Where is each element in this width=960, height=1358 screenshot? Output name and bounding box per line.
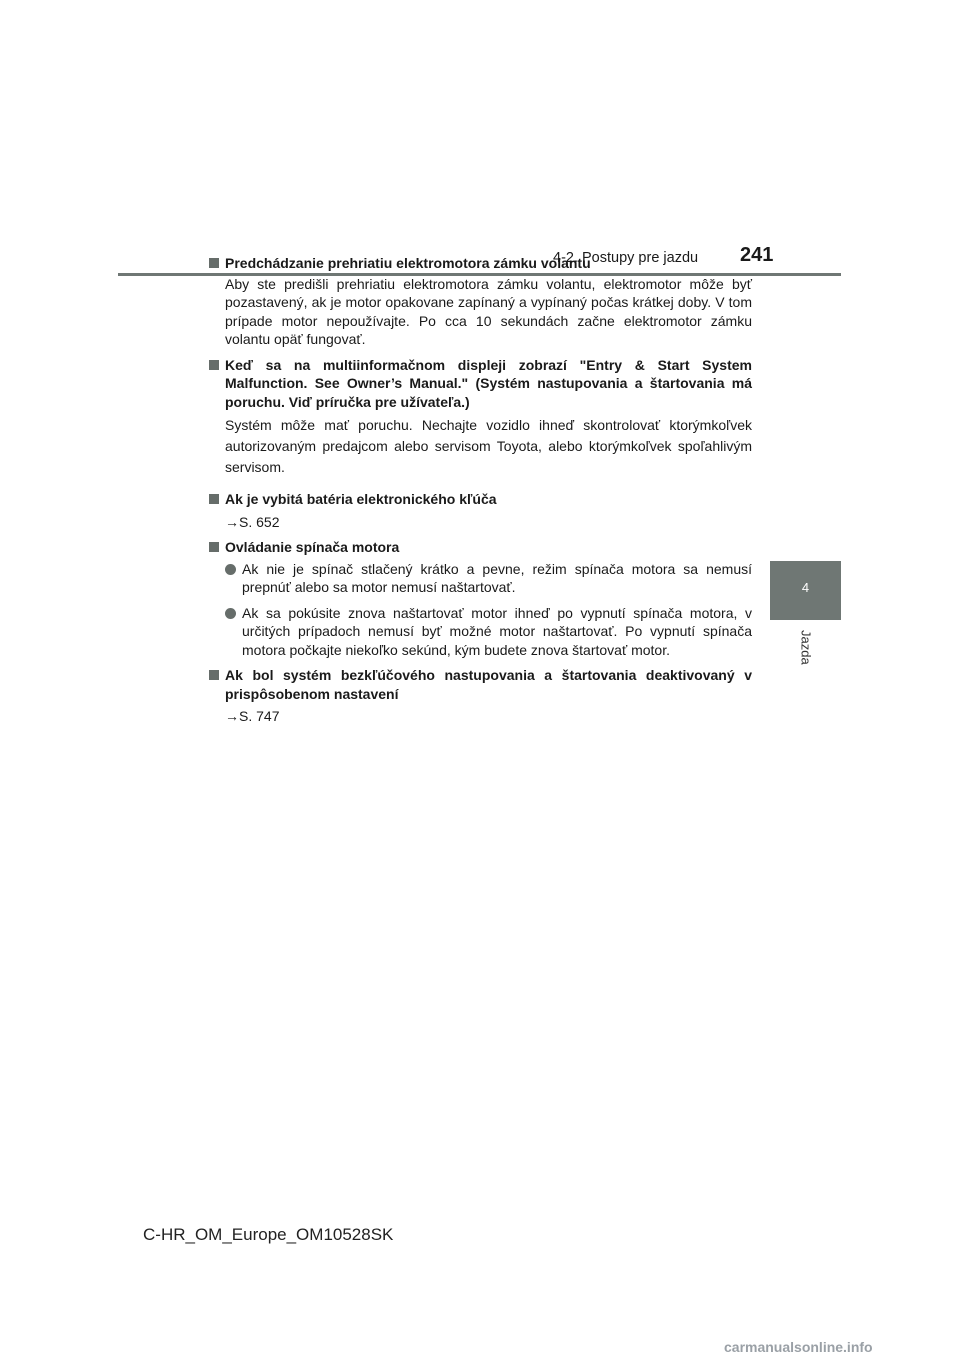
section-heading-text: Predchádzanie prehriatiu elektromotora zámku volantu	[225, 255, 591, 271]
section-heading	[209, 490, 752, 509]
square-bullet-icon	[209, 360, 219, 370]
circle-bullet-icon	[225, 608, 236, 619]
section-engine-switch	[209, 538, 752, 659]
page-reference: →S. 747	[225, 708, 280, 724]
main-content	[209, 254, 752, 726]
square-bullet-icon	[209, 670, 219, 680]
chapter-tab	[770, 561, 841, 620]
section-heading	[209, 538, 752, 557]
square-bullet-icon	[209, 258, 219, 268]
list-item-text: Ak sa pokúsite znova naštartovať motor ihneď po vypnutí spínača motora, v určitých prípadoch nemusí byť možné motor naštartovať. Po vypnutí spínača motora počkajte niekoľko sekúnd, kým budete znova štartovať motor.	[242, 604, 752, 658]
page-reference: →S. 652	[225, 513, 280, 530]
circle-bullet-icon	[225, 564, 236, 575]
chapter-label: Jazda	[798, 630, 814, 665]
watermark: carmanualsonline.info	[724, 1339, 873, 1355]
chapter-number: 4	[801, 580, 810, 595]
section-paragraph: Systém môže mať poruchu. Nechajte vozidlo ihneď skontrolovať ktorýmkoľvek autorizovaným predajcom alebo servisom Toyota, alebo ktorýmkoľvek spoľahlivým servisom.	[225, 417, 752, 475]
list-item	[209, 560, 752, 597]
list-item-text: Ak nie je spínač stlačený krátko a pevne, režim spínača motora sa nemusí prepnúť alebo sa motor nemusí naštartovať.	[242, 560, 752, 595]
section-title: 4-2. Postupy pre jazdu	[553, 250, 699, 266]
page-number: 241	[740, 244, 774, 266]
square-bullet-icon	[209, 542, 219, 552]
document-id: C-HR_OM_Europe_OM10528SK	[143, 1225, 394, 1244]
section-heading-text: Ak je vybitá batéria elektronického kľúča	[225, 491, 497, 507]
section-heading	[209, 666, 752, 703]
section-keyless-deactivated	[209, 666, 752, 726]
section-heading-text: Ak bol systém bezkľúčového nastupovania a štartovania deaktivovaný v prispôsobenom nastavení	[225, 667, 752, 702]
section-malfunction-message	[209, 356, 752, 479]
section-paragraph: Aby ste predišli prehriatiu elektromotora zámku volantu, elektromotor môže byť pozastavený, ak je motor opakovane zapínaný a vypínaný počas krátkej doby. V tom prípade motor nepoužívajte. Po cca 10 sekundách začne elektromotor zámku volantu opäť fungovať.	[225, 275, 752, 347]
list-item	[209, 604, 752, 660]
section-key-battery	[209, 490, 752, 531]
section-heading-text: Keď sa na multiinformačnom displeji zobrazí "Entry & Start System Malfunction. See Owner’s Manual." (Systém nastupovania a štartovania má poruchu. Viď príručka pre užívateľa.)	[225, 356, 752, 410]
section-steering-lock	[209, 254, 752, 349]
section-heading-text: Ovládanie spínača motora	[225, 539, 400, 555]
section-heading	[209, 356, 752, 412]
section-heading	[209, 254, 752, 273]
chapter-label-container	[770, 630, 841, 684]
square-bullet-icon	[209, 494, 219, 504]
